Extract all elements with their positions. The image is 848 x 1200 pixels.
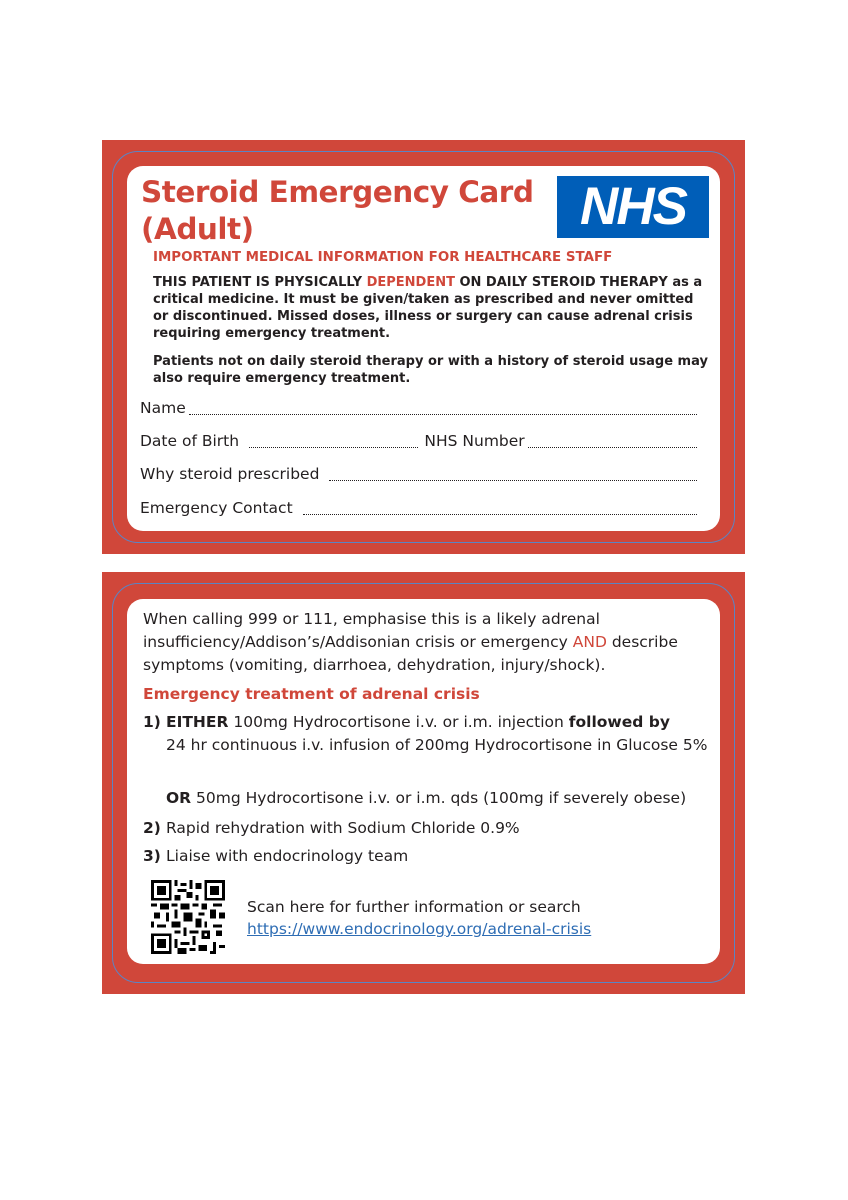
scan-text: Scan here for further information or search [247,898,581,916]
para1-text-a: THIS PATIENT IS PHYSICALLY [153,275,367,290]
step1-text-b: 24 hr continuous i.v. infusion of 200mg Hydrocortisone in Glucose 5% [166,736,708,754]
para1-text-b: ON DAILY STEROID THERAPY as a critical medicine. It must be given/taken as prescribed and never omitted or discontinued. Missed doses, illness or surgery can cause adrenal crisis requiring emergency treatment. [153,275,703,341]
name-label: Name [140,399,186,417]
or-label: OR [166,789,192,807]
why-steroid-label: Why steroid prescribed [140,465,320,483]
why-steroid-line[interactable] [329,480,697,481]
intro-text-b: describe symptoms (vomiting, diarrhoea, dehydration, injury/shock). [143,633,678,674]
steroid-card-front [102,140,745,554]
nhs-number-line[interactable] [528,447,697,448]
calling-instructions [143,608,715,677]
nhs-number-label: NHS Number [424,432,525,450]
and-emphasis: AND [572,633,607,651]
dependent-emphasis: DEPENDENT [366,275,455,290]
step-1-alternative [166,787,726,810]
dob-label: Date of Birth [140,432,240,450]
adrenal-crisis-link[interactable]: https://www.endocrinology.org/adrenal-crisis [247,920,592,938]
important-heading: IMPORTANT MEDICAL INFORMATION FOR HEALTHCARE STAFF [153,250,613,265]
step1-text-c: 50mg Hydrocortisone i.v. or i.m. qds (100mg if severely obese) [191,789,687,807]
followed-by-label: followed by [568,713,670,731]
card-front-panel [127,166,720,531]
either-label: EITHER [166,713,229,731]
step-3-text: Liaise with endocrinology team [166,847,409,865]
intro-text-a: When calling 999 or 111, emphasise this is a likely adrenal insufficiency/Addison’s/Addisonian crisis or emergency [143,610,600,651]
dependency-paragraph [153,274,713,342]
card-title [141,174,533,248]
step-3-number: 3) [143,847,161,865]
step1-text-a: 100mg Hydrocortisone i.v. or i.m. injection [228,713,569,731]
why-steroid-field[interactable] [140,465,700,487]
dob-nhs-row [140,432,700,454]
step-1-number: 1) [143,713,161,731]
scan-info [247,896,591,940]
title-line-2: (Adult) [141,212,254,246]
treatment-heading: Emergency treatment of adrenal crisis [143,685,480,703]
card-back-panel [127,599,720,964]
name-line[interactable] [189,414,697,415]
emergency-contact-line[interactable] [303,514,697,515]
steroid-card-back [102,572,745,994]
name-field[interactable] [140,399,700,421]
nhs-logo: NHS [557,176,709,238]
emergency-contact-field[interactable] [140,499,700,521]
step-2-text: Rapid rehydration with Sodium Chloride 0.9% [166,819,520,837]
history-paragraph: Patients not on daily steroid therapy or with a history of steroid usage may also require emergency treatment. [153,354,708,386]
emergency-contact-label: Emergency Contact [140,499,293,517]
step-2-number: 2) [143,819,161,837]
dob-line[interactable] [249,447,418,448]
step-1-text [166,711,716,757]
title-line-1: Steroid Emergency Card [141,175,534,209]
qr-code-icon[interactable] [151,880,225,954]
